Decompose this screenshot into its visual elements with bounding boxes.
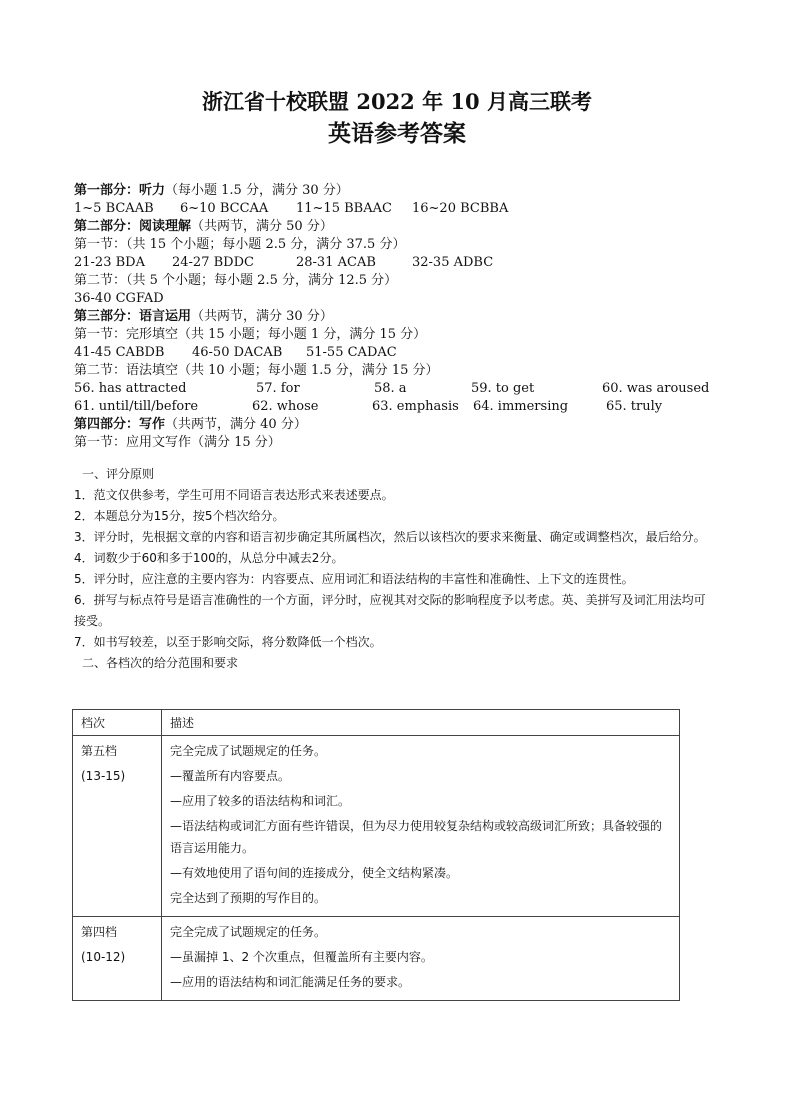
part4-heading: 第四部分：写作: [74, 417, 166, 432]
grammar-answer: 59. to get: [471, 381, 535, 396]
part1-note: （每小题 1.5 分，满分 30 分）: [165, 183, 349, 198]
grammar-answer: 62. whose: [252, 399, 319, 414]
rule-item: 7．如书写较差，以至于影响交际，将分数降低一个档次。: [74, 635, 382, 649]
answer-group: 46-50 DACAB: [192, 345, 283, 360]
grammar-answer: 57. for: [256, 381, 300, 396]
part2-heading-line: [74, 218, 724, 236]
table-header-row: [73, 710, 680, 736]
part2-sec1-answers: [74, 254, 724, 272]
grammar-answer: 64. immersing: [473, 399, 569, 414]
description-line: 完全完成了试题规定的任务。: [170, 744, 327, 758]
description-line: —语法结构或词汇方面有些许错误，但为尽力使用较复杂结构或较高级词汇所致；具备较强的语言运用能力。: [170, 819, 663, 855]
grade-name: 第四档: [81, 925, 118, 939]
part4-heading-line: [74, 416, 724, 434]
answer-group: 21-23 BDA: [74, 255, 145, 270]
description-line: —有效地使用了语句间的连接成分，使全文结构紧凑。: [170, 866, 459, 880]
part3-note: （共两节，满分 30 分）: [191, 309, 333, 324]
rule-item: 4．词数少于60和多于100的，从总分中减去2分。: [74, 551, 344, 565]
table-header-grade: 档次: [73, 710, 162, 736]
grading-table: [72, 709, 680, 1001]
part2-note: （共两节，满分 50 分）: [191, 219, 333, 234]
grammar-answer: 65. truly: [606, 399, 663, 414]
grade-range: (10-12): [81, 950, 126, 964]
page-title: 浙江省十校联盟 2022 年 10 月高三联考: [202, 89, 592, 114]
description-line: —虽漏掉 1、2 个次重点，但覆盖所有主要内容。: [170, 950, 433, 964]
part1-heading: 第一部分：听力: [74, 183, 166, 198]
grade-cell: [73, 917, 162, 1001]
part4-note: （共两节，满分 40 分）: [165, 417, 307, 432]
table-row: [73, 736, 680, 917]
rule-item: 5．评分时，应注意的主要内容为：内容要点、应用词汇和语法结构的丰富性和准确性、上下文的连贯性。: [74, 572, 634, 586]
part1-heading-line: [74, 182, 724, 200]
scoring-rules: [74, 464, 714, 674]
description-cell: [162, 917, 680, 1001]
rule-item: 1．范文仅供参考，学生可用不同语言表达形式来表述要点。: [74, 488, 394, 502]
part3-sec1-answers: [74, 344, 724, 362]
part2-sec1-label: 第一节：（共 15 个小题；每小题 2.5 分，满分 37.5 分）: [74, 237, 406, 252]
description-line: —应用的语法结构和词汇能满足任务的要求。: [170, 975, 411, 989]
part4-sec1-label: 第一节：应用文写作（满分 15 分）: [74, 435, 281, 450]
rules-heading: 一、评分原则: [82, 467, 155, 481]
answer-group: 41-45 CABDB: [74, 345, 165, 360]
table-header-description: 描述: [162, 710, 680, 736]
grade-name: 第五档: [81, 744, 118, 758]
rule-item: 6．拼写与标点符号是语言准确性的一个方面，评分时，应视其对交际的影响程度予以考虑。英、美拼写及词汇用法均可接受。: [74, 593, 706, 628]
answer-group: 16~20 BCBBA: [412, 201, 509, 216]
answers-block: [74, 182, 724, 452]
answer-group: 51-55 CADAC: [306, 345, 397, 360]
grammar-answers-row-2: [74, 398, 724, 416]
answer-group: 24-27 BDDC: [172, 255, 254, 270]
description-line: 完全完成了试题规定的任务。: [170, 925, 327, 939]
page-subtitle: 英语参考答案: [328, 120, 466, 147]
part3-heading: 第三部分：语言运用: [74, 309, 192, 324]
description-cell: [162, 736, 680, 917]
part1-answers: [74, 200, 724, 218]
grammar-answers-row-1: [74, 380, 724, 398]
grammar-answer: 56. has attracted: [74, 381, 187, 396]
answer-group: 6~10 BCCAA: [180, 201, 269, 216]
grammar-answer: 58. a: [374, 381, 407, 396]
answer-group: 11~15 BBAAC: [296, 201, 392, 216]
rule-item: 3．评分时，先根据文章的内容和语言初步确定其所属档次，然后以该档次的要求来衡量、确定或调整档次，最后给分。: [74, 530, 706, 544]
answer-group: 32-35 ADBC: [412, 255, 494, 270]
grade-cell: [73, 736, 162, 917]
part2-heading: 第二部分：阅读理解: [74, 219, 192, 234]
part3-sec2-label: 第二节：语法填空（共 10 小题；每小题 1.5 分，满分 15 分）: [74, 363, 439, 378]
part2-sec2-answer: 36-40 CGFAD: [74, 291, 164, 306]
answer-group: 1~5 BCAAB: [74, 201, 154, 216]
grammar-answer: 60. was aroused: [602, 381, 710, 396]
grammar-answer: 61. until/till/before: [74, 399, 199, 414]
description-line: 完全达到了预期的写作目的。: [170, 891, 327, 905]
grammar-answer: 63. emphasis: [372, 399, 459, 414]
rule-item: 2．本题总分为15分，按5个档次给分。: [74, 509, 285, 523]
description-line: —覆盖所有内容要点。: [170, 769, 291, 783]
rules-heading-2: 二、各档次的给分范围和要求: [82, 656, 239, 670]
grade-range: (13-15): [81, 769, 126, 783]
part2-sec2-label: 第二节：（共 5 个小题；每小题 2.5 分，满分 12.5 分）: [74, 273, 398, 288]
description-line: —应用了较多的语法结构和词汇。: [170, 794, 351, 808]
table-row: [73, 917, 680, 1001]
answer-group: 28-31 ACAB: [296, 255, 376, 270]
part3-sec1-label: 第一节：完形填空（共 15 小题；每小题 1 分，满分 15 分）: [74, 327, 427, 342]
part3-heading-line: [74, 308, 724, 326]
